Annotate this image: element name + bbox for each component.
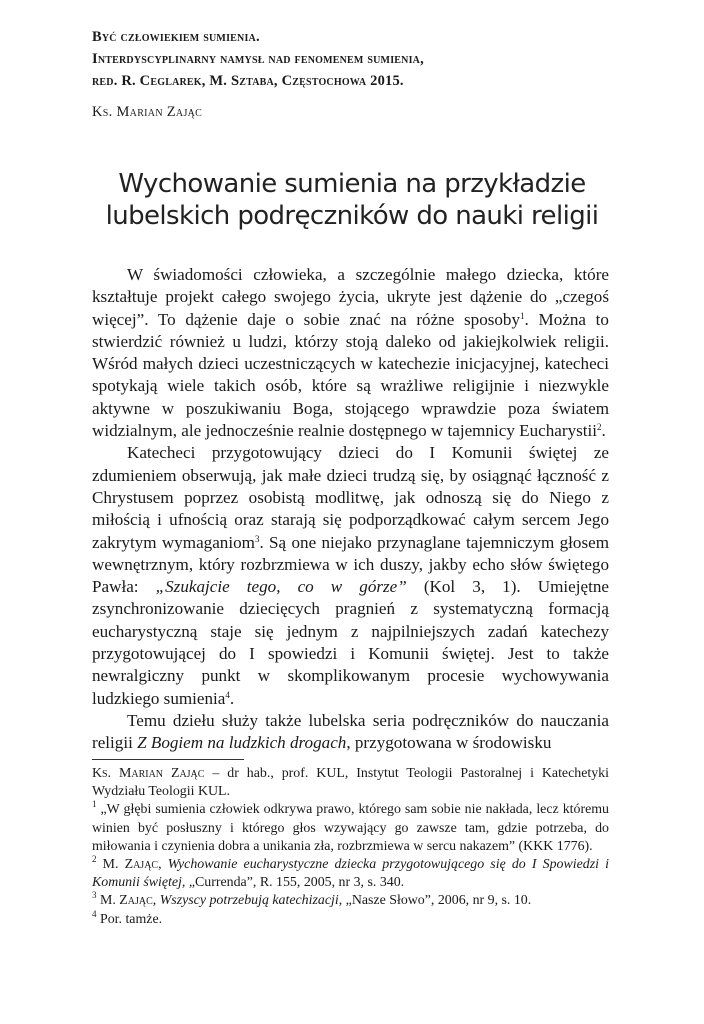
article-body [92, 264, 609, 755]
paragraph-1: W świadomości człowieka, a szczególnie małego dziecka, które kształtuje projekt całego swojego życia, ukryte jest dążenie do „czegoś więcej”. To dążenie daje o sobie znać na różne sposoby$^1$. Można to stwierdzić również u ludzi, którzy stoją daleko od jakiejkolwiek religii. Wśród małych dzieci uczestniczących w katechezie inicjacyjnej, katecheci spotykają wiele takich osób, które są wrażliwe religijnie i niezwykle aktywne w poszukiwaniu Boga, stojącego wprawdzie poza światem widzialnym, ale jednocześnie realnie dostępnego w tajemnicy Eucharystii$^2$. [92, 265, 609, 441]
footnote-ref-4[interactable]: 4 [225, 689, 230, 700]
footnote-1: $^1$ „W głębi sumienia człowiek odkrywa prawo, którego sam sobie nie nakłada, lecz któremu winien być posłuszny i którego głos wzywający go zawsze tam, gdzie potrzeba, do miłowania i czynienia dobra a unikania zła, rozbrzmiewa w sercu nakazem” (KKK 1776). [92, 799, 609, 854]
paragraph-2: Katecheci przygotowujący dzieci do I Komunii świętej ze zdumieniem obserwują, jak małe dzieci trudzą się, by osiągnąć łączność z Chrystusem poprzez osobistą modlitwę, jak odnoszą się do Niego z miłością i ufnością oraz starają się podporządkować całym sercem Jego zakrytym wymaganiom$^3$. Są one niejako przynaglane tajemniczym głosem wewnętrznym, który rozbrzmiewa w ich duszy, jakby echo słów świętego Pawła: „Szukajcie tego, co w górze” (Kol 3, 1). Umiejętne zsynchronizowanie dziecięcych pragnień z systematyczną formacją eucharystyczną staje się jednym z najpilniejszych zadań katechezy przygotowującej do I spowiedzi i Komunii świętej. Jest to także newralgiczny punkt w skomplikowanym procesie wychowywania ludzkiego sumienia$^4$. [92, 443, 609, 708]
footnote-ref-3[interactable]: 3 [254, 533, 260, 544]
title-line-2: lubelskich podręczników do nauki religii [105, 201, 599, 231]
footnote-ref-1[interactable]: 1 [520, 310, 525, 321]
author-name: Ks. Marian Zając [92, 104, 203, 120]
footnote-4: $^4$ Por. tamże. [92, 908, 163, 927]
article-title [80, 168, 624, 232]
header-line-3: red. R. Ceglarek, M. Sztaba, Częstochowa 2015. [92, 73, 404, 89]
book-header [92, 26, 612, 92]
footnote-ref-2[interactable]: 2 [597, 422, 602, 433]
bible-quote: „Szukajcie tego, co w górze” [155, 577, 407, 597]
footnote-divider [92, 759, 244, 760]
header-line-2: Interdyscyplinarny namysł nad fenomenem sumienia, [92, 51, 424, 67]
title-line-1: Wychowanie sumienia na przykładzie [118, 169, 586, 199]
footnote-author: Ks. Marian Zając – dr hab., prof. KUL, Instytut Teologii Pastoralnej i Katechetyki Wydziału Teologii KUL. [92, 766, 609, 800]
footnote-2: $^2$ M. Zając, Wychowanie eucharystyczne dziecka przygotowującego się do I Spowiedzi i Komunii świętej, „Currenda”, R. 155, 2005, nr 3, s. 340. [92, 854, 609, 891]
series-title: Z Bogiem na ludzkich drogach [137, 733, 347, 753]
header-line-1: Być człowiekiem sumienia. [92, 29, 260, 45]
footnotes [92, 765, 609, 929]
paragraph-3: Temu dziełu służy także lubelska seria podręczników do nauczania religii Z Bogiem na ludzkich drogach, przygotowana w środowisku [92, 710, 609, 753]
footnote-3: $^3$ M. Zając, Wszyscy potrzebują katechizacji, „Nasze Słowo”, 2006, nr 9, s. 10. [92, 890, 532, 909]
